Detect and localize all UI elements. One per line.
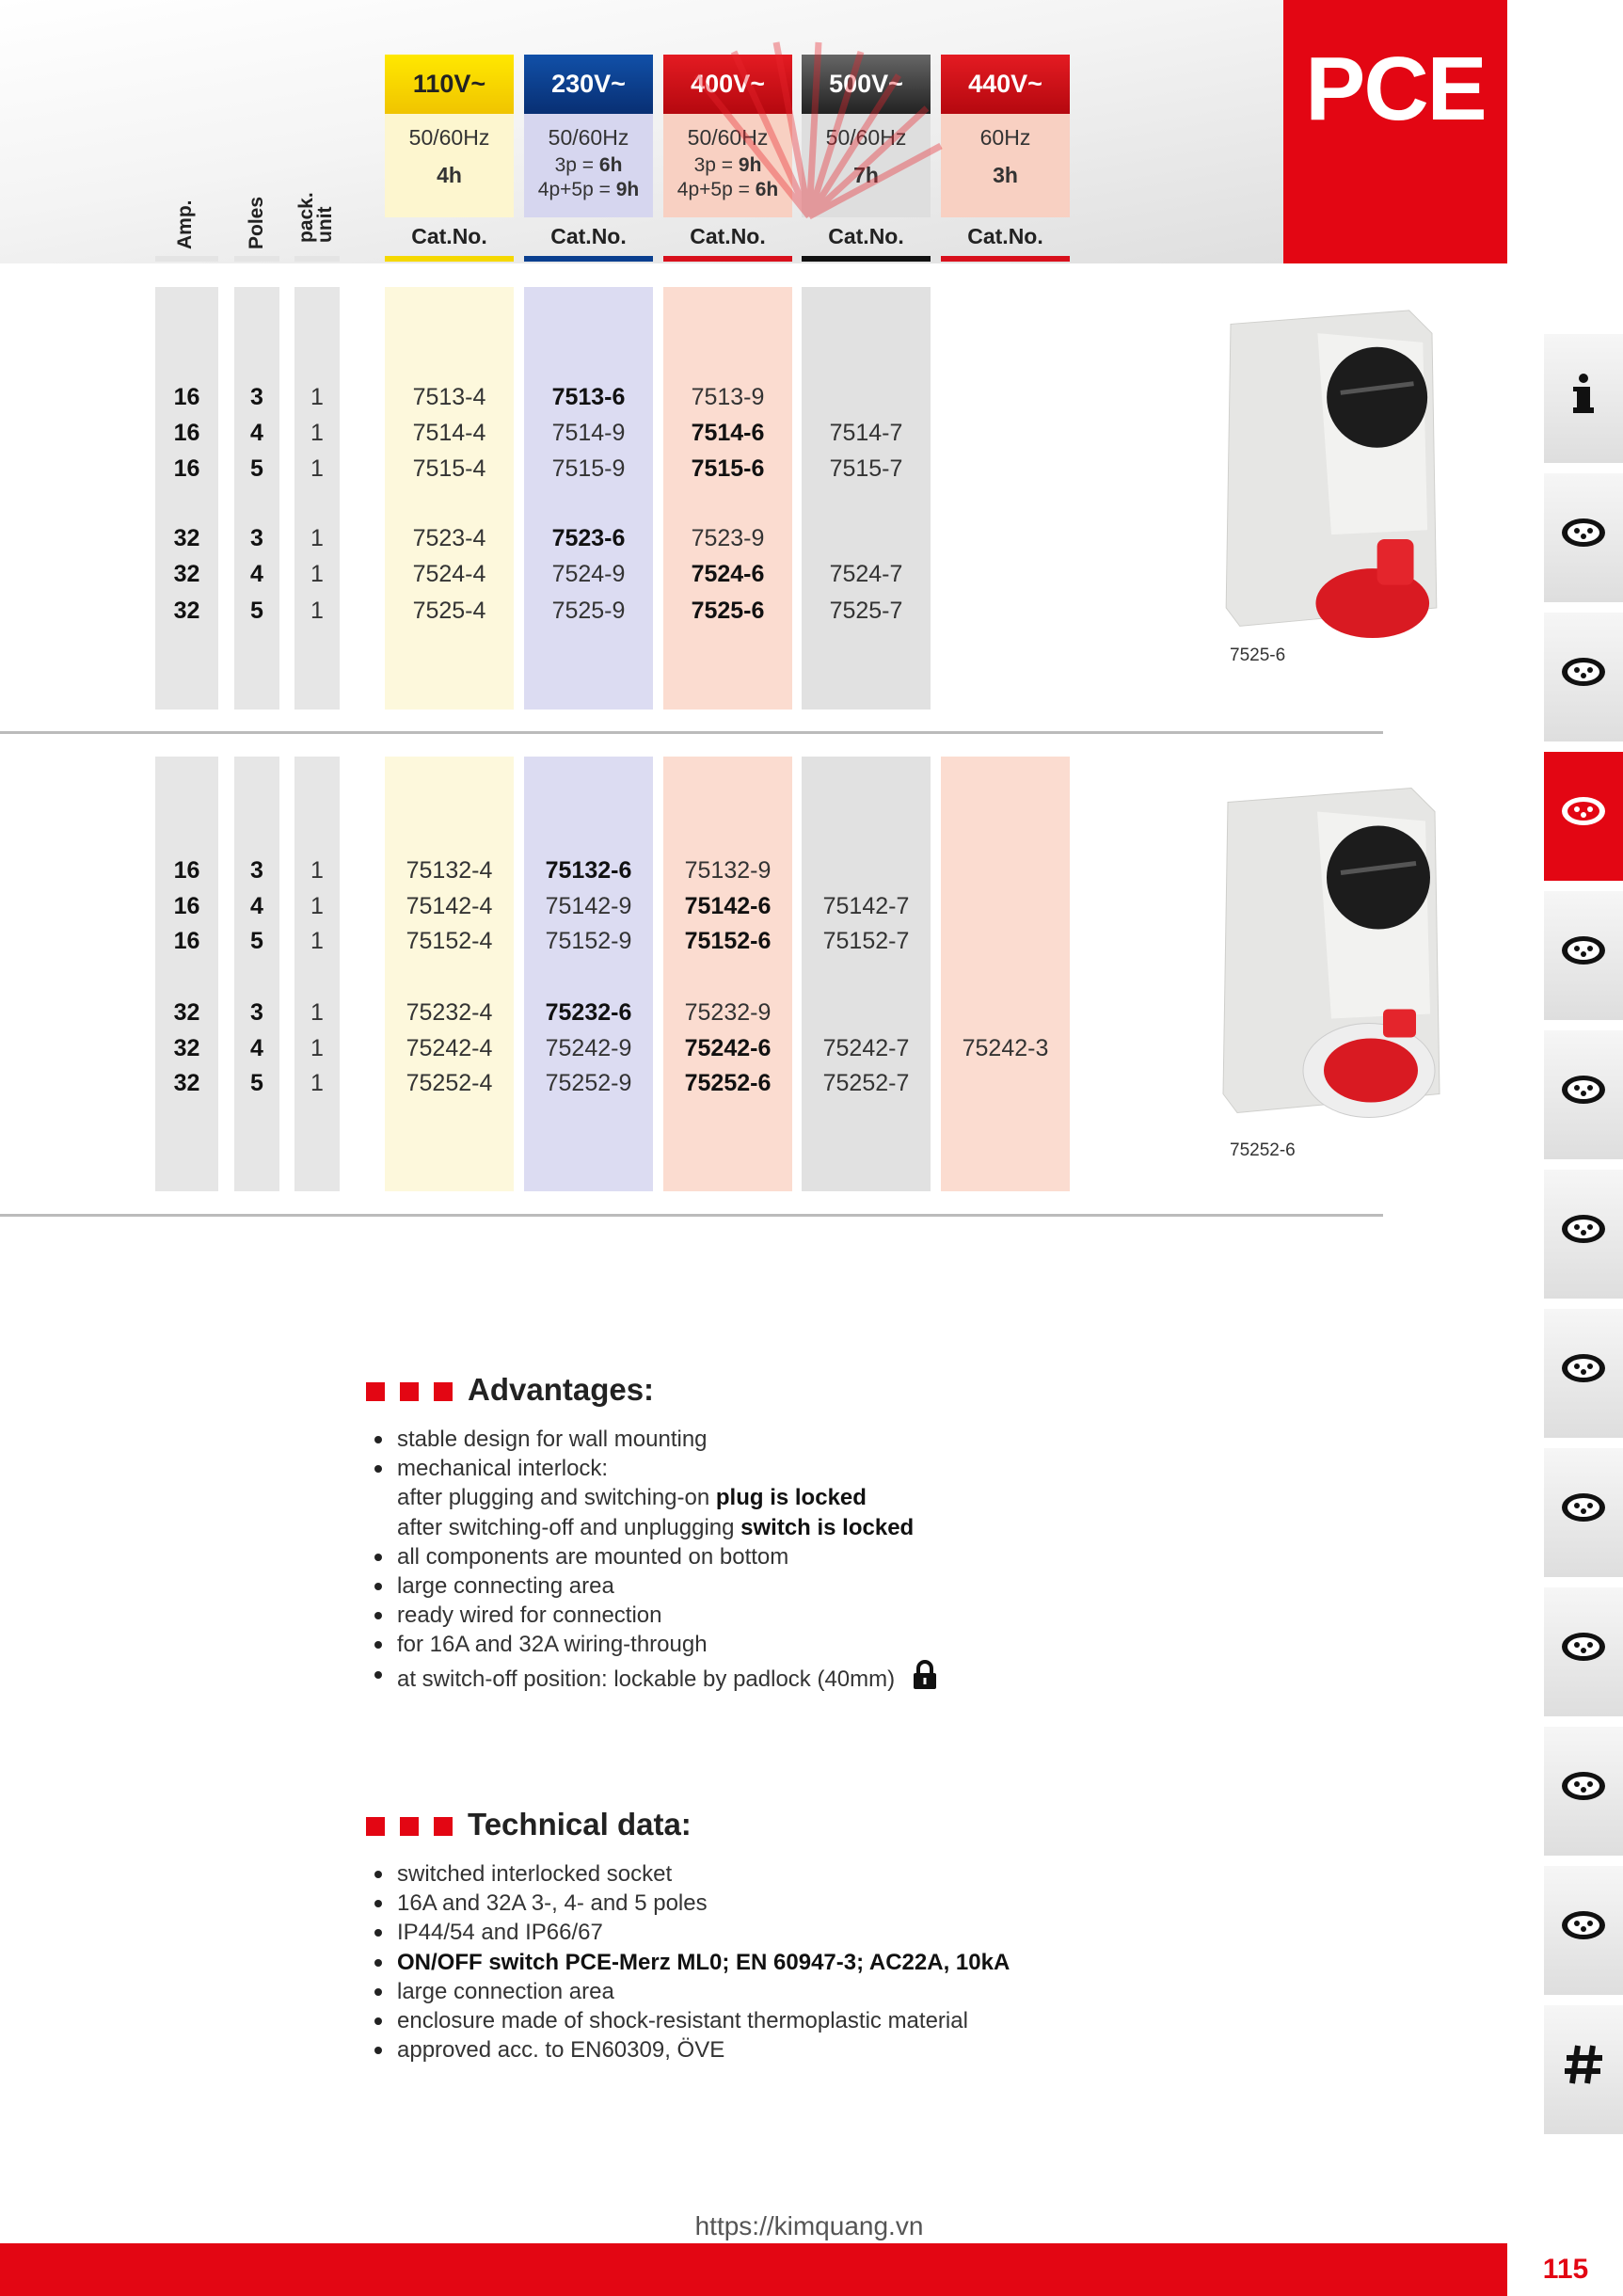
list-item xyxy=(374,1948,1010,1977)
pack-cell: 1 xyxy=(310,999,324,1026)
voltage-header-3: 500V~ xyxy=(802,55,931,114)
column-bg xyxy=(155,757,218,1191)
list-item xyxy=(374,1889,1010,1918)
cat-no-cell[interactable]: 75252-7 xyxy=(822,1070,910,1096)
cable-reel-icon xyxy=(1559,1906,1608,1954)
item-text: 16A and 32A 3-, 4- and 5 poles xyxy=(397,1890,708,1917)
cat-no-cell[interactable]: 7514-4 xyxy=(412,420,486,446)
poles-cell: 4 xyxy=(250,893,263,919)
poles-cell: 5 xyxy=(250,928,263,954)
column-bg xyxy=(663,757,792,1191)
duty-hours xyxy=(524,153,653,178)
cat-no-cell[interactable]: 7515-4 xyxy=(412,455,486,482)
red-square-icon xyxy=(400,1382,419,1401)
cat-no-cell[interactable]: 7524-9 xyxy=(551,561,626,587)
pack-cell: 1 xyxy=(310,384,324,410)
cat-no-cell[interactable]: 7524-6 xyxy=(691,561,765,587)
product-caption: 75252-6 xyxy=(1230,1140,1296,1160)
technical-heading xyxy=(366,1807,692,1842)
cat-no-header: Cat.No. xyxy=(690,224,766,248)
cat-no-cell[interactable]: 75142-9 xyxy=(545,893,632,919)
cat-no-cell[interactable]: 7525-7 xyxy=(829,598,903,624)
column-underline xyxy=(663,256,792,262)
socket-5pin-icon xyxy=(1559,514,1608,562)
voltage-header-1: 230V~ xyxy=(524,55,653,114)
poles-cell: 5 xyxy=(250,598,263,624)
list-item xyxy=(374,1977,1010,2006)
list-item xyxy=(374,1454,938,1483)
list-item xyxy=(374,1513,938,1542)
column-bg xyxy=(941,757,1070,1191)
pack-cell: 1 xyxy=(310,525,324,551)
amp-cell: 16 xyxy=(173,384,200,410)
hours-prefix: 4p+5p = xyxy=(676,179,756,200)
list-item xyxy=(374,1542,938,1571)
sidebar-tab-hash[interactable] xyxy=(1544,2005,1623,2134)
sidebar-tab-distribution-board[interactable] xyxy=(1544,1448,1623,1577)
poles-header: Poles xyxy=(246,196,267,249)
cat-no-header: Cat.No. xyxy=(828,224,904,248)
sidebar-tab-portable-distributor[interactable] xyxy=(1544,1587,1623,1716)
schuko-socket-icon xyxy=(1559,932,1608,980)
table-separator xyxy=(0,731,1383,734)
column-underline xyxy=(524,256,653,262)
list-item xyxy=(374,1601,938,1630)
list-item xyxy=(374,1918,1010,1947)
item-text: stable design for wall mounting xyxy=(397,1427,708,1452)
advantages-title: Advantages: xyxy=(468,1372,655,1407)
hours-value: 3h xyxy=(993,163,1018,187)
cat-no-header: Cat.No. xyxy=(411,224,487,248)
list-item xyxy=(374,2035,1010,2065)
list-item xyxy=(374,1859,1010,1889)
column-bg xyxy=(524,287,653,710)
sidebar-tab-lighting[interactable] xyxy=(1544,1727,1623,1856)
pack-cell: 1 xyxy=(310,598,324,624)
pack-cell: 1 xyxy=(310,1035,324,1061)
poles-underline xyxy=(234,256,279,262)
hours-prefix: 4p+5p = xyxy=(537,179,616,200)
column-bg xyxy=(802,757,931,1191)
cat-no-cell[interactable]: 7525-6 xyxy=(691,598,765,624)
voltage-spec-2 xyxy=(663,114,792,217)
amp-underline xyxy=(155,256,218,262)
amp-cell: 16 xyxy=(173,857,200,884)
item-text: all components are mounted on bottom xyxy=(397,1543,789,1570)
pack-cell: 1 xyxy=(310,455,324,482)
cat-no-cell[interactable]: 7513-6 xyxy=(551,384,626,410)
cat-no-cell[interactable]: 7524-7 xyxy=(829,561,903,587)
amp-cell: 32 xyxy=(173,1035,200,1061)
hours-prefix: 3p = xyxy=(693,154,739,176)
item-text: mechanical interlock: xyxy=(397,1456,609,1482)
list-item xyxy=(374,1630,938,1659)
cat-no-cell[interactable]: 75152-9 xyxy=(545,928,632,954)
cat-no-cell[interactable]: 7515-9 xyxy=(551,455,626,482)
hours-value: 6h xyxy=(755,179,779,200)
footer-url[interactable]: https://kimquang.vn xyxy=(694,2211,924,2240)
sidebar-tab-schuko-socket[interactable] xyxy=(1544,891,1623,1020)
amp-header: Amp. xyxy=(174,199,196,249)
duty-hours xyxy=(802,159,931,191)
cat-no-cell[interactable]: 75242-7 xyxy=(822,1035,910,1061)
voltage-header-4: 440V~ xyxy=(941,55,1070,114)
voltage-spec-4 xyxy=(941,114,1070,217)
item-text: approved acc. to EN60309, ÖVE xyxy=(397,2037,725,2064)
column-underline xyxy=(802,256,931,262)
poles-cell: 4 xyxy=(250,420,263,446)
column-bg xyxy=(234,757,279,1191)
hours-value: 9h xyxy=(738,154,762,176)
voltage-spec-1 xyxy=(524,114,653,217)
product-caption: 7525-6 xyxy=(1230,646,1286,665)
pack-cell: 1 xyxy=(310,420,324,446)
column-bg xyxy=(294,287,340,710)
panel-socket-icon xyxy=(1559,653,1608,701)
hours-value: 9h xyxy=(615,179,640,200)
pack-unit-header: pack. unit xyxy=(295,192,336,243)
cat-no-cell[interactable]: 75132-4 xyxy=(406,857,493,884)
amp-cell: 16 xyxy=(173,420,200,446)
sidebar-tab-rcd-socket[interactable] xyxy=(1544,1170,1623,1299)
item-text: after plugging and switching-on xyxy=(397,1485,716,1511)
cat-no-cell[interactable]: 7525-4 xyxy=(412,598,486,624)
sidebar-tab-socket-5pin[interactable] xyxy=(1544,473,1623,602)
cat-no-cell[interactable]: 75242-3 xyxy=(962,1035,1049,1061)
pack-cell: 1 xyxy=(310,893,324,919)
column-bg xyxy=(802,287,931,710)
cat-no-header: Cat.No. xyxy=(967,224,1043,248)
poles-cell: 3 xyxy=(250,857,263,884)
amp-cell: 32 xyxy=(173,525,200,551)
voltage-header-2: 400V~ xyxy=(663,55,792,114)
list-item xyxy=(374,1660,938,1698)
cat-no-cell[interactable]: 7523-9 xyxy=(691,525,765,551)
cat-no-cell[interactable]: 75132-6 xyxy=(545,857,632,884)
red-square-icon xyxy=(434,1382,453,1401)
cat-no-cell[interactable]: 75252-9 xyxy=(545,1070,632,1096)
plug-icon xyxy=(1559,1071,1608,1119)
pack-underline xyxy=(294,256,340,262)
cat-no-cell[interactable]: 75142-7 xyxy=(822,893,910,919)
frequency: 50/60Hz xyxy=(825,125,907,150)
footer-bar xyxy=(0,2243,1507,2296)
red-square-icon xyxy=(400,1817,419,1836)
column-bg xyxy=(663,287,792,710)
item-text: switched interlocked socket xyxy=(397,1861,673,1887)
amp-cell: 32 xyxy=(173,598,200,624)
technical-title: Technical data: xyxy=(468,1807,692,1842)
microphone-socket-icon xyxy=(1559,1349,1608,1397)
list-item xyxy=(374,2006,1010,2035)
list-item xyxy=(374,1425,938,1454)
item-bold-text: ON/OFF switch PCE-Merz ML0; EN 60947-3; AC22A, 10kA xyxy=(397,1949,1010,1975)
distribution-board-icon xyxy=(1559,1489,1608,1537)
page-number: 115 xyxy=(1542,2254,1589,2285)
duty-hours xyxy=(941,159,1070,191)
cat-no-cell[interactable]: 75152-6 xyxy=(684,928,772,954)
cat-no-cell[interactable]: 75152-7 xyxy=(822,928,910,954)
cat-no-cell[interactable]: 75242-6 xyxy=(684,1035,772,1061)
sidebar-tab-info[interactable] xyxy=(1544,334,1623,463)
cat-no-cell[interactable]: 75242-4 xyxy=(406,1035,493,1061)
poles-cell: 4 xyxy=(250,1035,263,1061)
item-text: large connection area xyxy=(397,1978,614,2004)
portable-distributor-icon xyxy=(1559,1628,1608,1676)
poles-cell: 3 xyxy=(250,525,263,551)
duty-hours xyxy=(663,178,792,202)
cat-no-cell[interactable]: 7515-6 xyxy=(691,455,765,482)
item-text: after switching-off and unplugging xyxy=(397,1514,741,1540)
cat-no-cell[interactable]: 7514-6 xyxy=(691,420,765,446)
brand-logo: PCE xyxy=(1283,0,1507,263)
cat-no-cell[interactable]: 75252-6 xyxy=(684,1070,772,1096)
column-bg xyxy=(385,757,514,1191)
table-separator xyxy=(0,1214,1383,1217)
cat-no-cell[interactable]: 75142-4 xyxy=(406,893,493,919)
red-square-icon xyxy=(366,1817,385,1836)
item-text: large connecting area xyxy=(397,1573,614,1600)
cat-no-cell[interactable]: 7513-9 xyxy=(691,384,765,410)
cat-no-cell[interactable]: 75142-6 xyxy=(684,893,772,919)
column-underline xyxy=(941,256,1070,262)
cat-no-cell[interactable]: 7515-7 xyxy=(829,455,903,482)
technical-list xyxy=(374,1859,1010,2065)
pack-cell: 1 xyxy=(310,561,324,587)
hours-value: 4h xyxy=(437,163,462,187)
product-image-7525-6 xyxy=(1209,306,1454,640)
cat-no-cell[interactable]: 75232-6 xyxy=(545,999,632,1026)
voltage-spec-0 xyxy=(385,114,514,217)
item-text: IP44/54 and IP66/67 xyxy=(397,1920,603,1946)
cat-no-cell[interactable]: 75152-4 xyxy=(406,928,493,954)
pack-cell: 1 xyxy=(310,928,324,954)
frequency: 60Hz xyxy=(979,125,1031,150)
sidebar-tab-cable-reel[interactable] xyxy=(1544,1866,1623,1995)
interlocked-socket-icon xyxy=(1559,792,1608,840)
cat-no-header: Cat.No. xyxy=(550,224,627,248)
hours-value: 6h xyxy=(598,154,623,176)
hash-icon xyxy=(1563,2042,1604,2097)
product-image-75252-6 xyxy=(1209,776,1454,1134)
cat-no-cell[interactable]: 7514-9 xyxy=(551,420,626,446)
cat-no-cell[interactable]: 75242-9 xyxy=(545,1035,632,1061)
amp-cell: 32 xyxy=(173,1070,200,1096)
column-bg xyxy=(234,287,279,710)
cat-no-cell[interactable]: 75232-9 xyxy=(684,999,772,1026)
list-item xyxy=(374,1483,938,1512)
cat-no-cell[interactable]: 7513-4 xyxy=(412,384,486,410)
amp-cell: 32 xyxy=(173,561,200,587)
lighting-icon xyxy=(1559,1767,1608,1815)
frequency: 50/60Hz xyxy=(548,125,629,150)
amp-cell: 16 xyxy=(173,928,200,954)
cat-no-cell[interactable]: 7514-7 xyxy=(829,420,903,446)
frequency: 50/60Hz xyxy=(687,125,769,150)
cat-no-cell[interactable]: 7525-9 xyxy=(551,598,626,624)
sidebar-tab-interlocked-socket[interactable] xyxy=(1544,752,1623,881)
duty-hours xyxy=(385,159,514,191)
item-text: ready wired for connection xyxy=(397,1602,662,1629)
poles-cell: 5 xyxy=(250,1070,263,1096)
advantages-list xyxy=(374,1425,938,1698)
column-bg xyxy=(385,287,514,710)
voltage-header-0: 110V~ xyxy=(385,55,514,114)
hours-prefix: 3p = xyxy=(554,154,599,176)
padlock-icon xyxy=(912,1660,938,1698)
frequency: 50/60Hz xyxy=(408,125,490,150)
sidebar-tab-panel-socket[interactable] xyxy=(1544,613,1623,741)
item-text: for 16A and 32A wiring-through xyxy=(397,1632,708,1658)
column-bg xyxy=(155,287,218,710)
poles-cell: 4 xyxy=(250,561,263,587)
sidebar-tab-plug[interactable] xyxy=(1544,1030,1623,1159)
cat-no-cell[interactable]: 7523-4 xyxy=(412,525,486,551)
cat-no-cell[interactable]: 7524-4 xyxy=(412,561,486,587)
red-square-icon xyxy=(434,1817,453,1836)
info-icon xyxy=(1563,371,1604,426)
cat-no-cell[interactable]: 75252-4 xyxy=(406,1070,493,1096)
advantages-heading xyxy=(366,1372,654,1408)
amp-cell: 16 xyxy=(173,893,200,919)
column-bg xyxy=(524,757,653,1191)
poles-cell: 5 xyxy=(250,455,263,482)
list-item xyxy=(374,1571,938,1601)
amp-cell: 16 xyxy=(173,455,200,482)
pack-cell: 1 xyxy=(310,1070,324,1096)
cat-no-cell[interactable]: 75232-4 xyxy=(406,999,493,1026)
rcd-socket-icon xyxy=(1559,1210,1608,1258)
red-square-icon xyxy=(366,1382,385,1401)
item-text: at switch-off position: lockable by padlock (40mm) xyxy=(397,1666,896,1692)
poles-cell: 3 xyxy=(250,384,263,410)
amp-cell: 32 xyxy=(173,999,200,1026)
pack-cell: 1 xyxy=(310,857,324,884)
item-text: enclosure made of shock-resistant thermoplastic material xyxy=(397,2008,968,2034)
duty-hours xyxy=(663,153,792,178)
sidebar-tab-microphone-socket[interactable] xyxy=(1544,1309,1623,1438)
item-bold-text: plug is locked xyxy=(715,1485,867,1511)
voltage-spec-3 xyxy=(802,114,931,217)
poles-cell: 3 xyxy=(250,999,263,1026)
column-bg xyxy=(294,757,340,1191)
column-underline xyxy=(385,256,514,262)
hours-value: 7h xyxy=(853,163,879,187)
item-bold-text: switch is locked xyxy=(740,1514,915,1540)
duty-hours xyxy=(524,178,653,202)
cat-no-cell[interactable]: 75132-9 xyxy=(684,857,772,884)
cat-no-cell[interactable]: 7523-6 xyxy=(551,525,626,551)
